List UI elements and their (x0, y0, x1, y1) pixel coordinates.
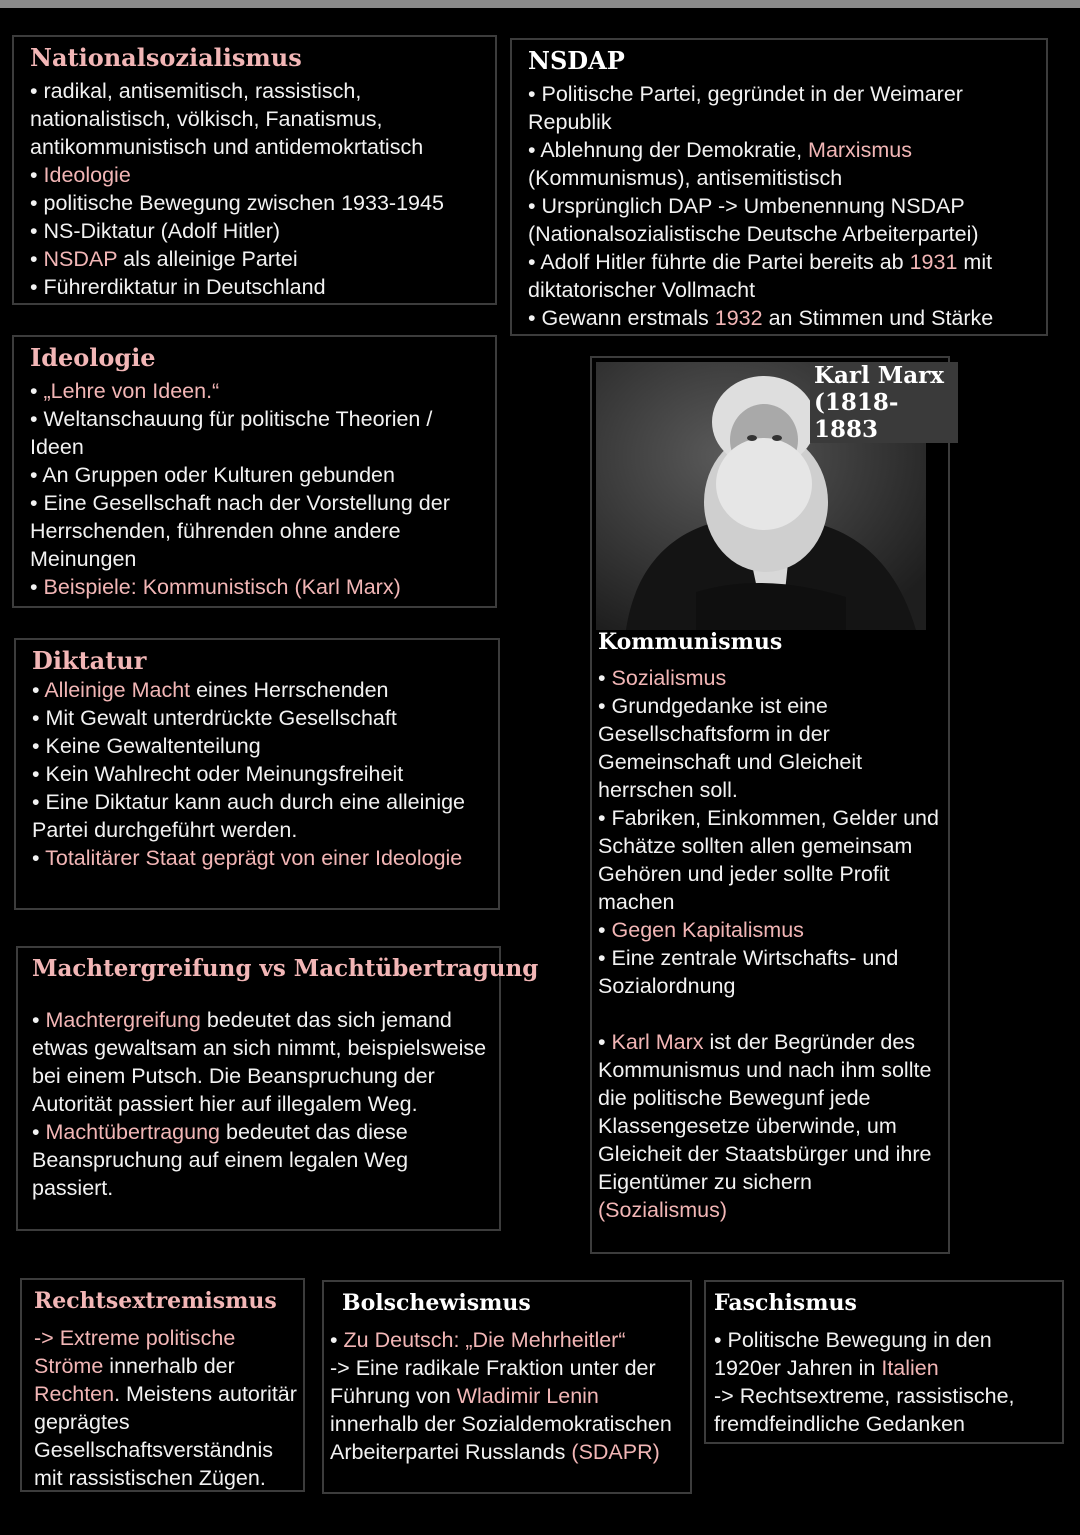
list-item (598, 944, 943, 1000)
kommunismus-title: Kommunismus (598, 629, 783, 655)
text-segment: -> Eine radikale Fraktion unter der Führung von (330, 1356, 656, 1408)
text-segment: • radikal, antisemitisch, rassistisch, nationalistisch, völkisch, Fanatismus, antikommunistisch und antidemokrtatisch (30, 79, 424, 159)
highlight-text: Alleinige Macht (44, 678, 191, 702)
bullet-list (714, 1326, 1058, 1438)
text-segment: bedeutet das sich jemand etwas gewaltsam an sich nimmt, beispielsweise bei einem Putsch. Die Beanspruchung der Autorität passiert hier auf illegalem Weg. (32, 1008, 487, 1116)
text-segment: innerhalb der (103, 1354, 235, 1378)
list-item (32, 676, 488, 704)
highlight-text: (Sozialismus) (598, 1198, 728, 1222)
list-item (30, 217, 485, 245)
text-segment: • (30, 575, 44, 599)
text-segment: (Kommunismus), antisemitistisch (528, 166, 843, 190)
box-nsdap (510, 38, 1048, 336)
karl-marx-portrait (596, 362, 944, 630)
list-item (714, 1382, 1058, 1438)
highlight-text: Beispiele: Kommunistisch (Karl Marx) (43, 575, 401, 599)
box-title: Diktatur (32, 646, 147, 675)
text-segment: eines Herrschenden (190, 678, 389, 702)
text-segment: • (32, 1008, 46, 1032)
text-segment: • Ursprünglich DAP -> Umbenennung NSDAP (Nationalsozialistische Deutsche Arbeiterpartei) (528, 194, 979, 246)
highlight-text: 1932 (714, 306, 763, 330)
highlight-text: Ideologie (43, 163, 131, 187)
text-segment: • Eine Diktatur kann auch durch eine alleinige Partei durchgeführt werden. (32, 790, 466, 842)
list-item (330, 1354, 688, 1466)
text-segment: • Gewann erstmals (528, 306, 715, 330)
list-item (30, 273, 485, 301)
list-item (598, 692, 943, 804)
list-item (32, 1118, 495, 1202)
list-item (528, 80, 1036, 136)
highlight-text: Sozialismus (611, 666, 727, 690)
list-item (30, 161, 485, 189)
text-segment: • (32, 846, 46, 870)
text-segment: • Ablehnung der Demokratie, (528, 138, 809, 162)
box-bolschewismus (322, 1280, 692, 1494)
karl-marx-panel (590, 356, 950, 1254)
list-item (330, 1326, 688, 1354)
list-item (528, 192, 1036, 248)
highlight-text: Marxismus (808, 138, 912, 162)
text-segment: • Grundgedanke ist eine Gesellschaftsform in der Gemeinschaft und Gleicheit herrschen soll. (598, 694, 863, 802)
list-item (598, 916, 943, 944)
box-faschismus (704, 1280, 1064, 1444)
box-ideologie (12, 335, 497, 608)
text-segment: • Politische Partei, gegründet in der Weimarer Republik (528, 82, 963, 134)
list-item (32, 704, 488, 732)
text-segment: • Führerdiktatur in Deutschland (30, 275, 326, 299)
box-title: Bolschewismus (342, 1290, 531, 1316)
text-segment: • Weltanschauung für politische Theorien / Ideen (30, 407, 433, 459)
text-segment: • (32, 1120, 46, 1144)
text-segment: • An Gruppen oder Kulturen gebunden (30, 463, 395, 487)
list-item (32, 844, 488, 872)
list-item (30, 405, 485, 461)
list-item (528, 136, 1036, 192)
list-item (32, 788, 488, 844)
spacer (598, 1000, 943, 1028)
bullet-list (30, 377, 485, 601)
box-title: Nationalsozialismus (30, 43, 302, 72)
text-segment: • Eine Gesellschaft nach der Vorstellung der Herrschenden, führenden ohne andere Meinungen (30, 491, 450, 571)
highlight-text: Zu Deutsch: „Die Mehrheitler“ (343, 1328, 626, 1352)
portrait-caption: Karl Marx (1818-1883 (810, 362, 958, 443)
box-nationalsozialismus (12, 35, 497, 305)
list-item (528, 304, 1036, 332)
list-item (30, 461, 485, 489)
highlight-text: „Lehre von Ideen.“ (43, 379, 220, 403)
text-segment: • NS-Diktatur (Adolf Hitler) (30, 219, 281, 243)
text-segment: • (30, 247, 44, 271)
highlight-text: Italien (881, 1356, 939, 1380)
highlight-text: Machtergreifung (45, 1008, 201, 1032)
list-item (30, 245, 485, 273)
highlight-text: Machtübertragung (45, 1120, 221, 1144)
box-rechtsextremismus (20, 1278, 305, 1492)
list-item (32, 732, 488, 760)
highlight-text: Gegen Kapitalismus (611, 918, 804, 942)
highlight-text: 1931 (909, 250, 958, 274)
highlight-text: Rechten (34, 1382, 115, 1406)
text-segment: • Politische Bewegung in den 1920er Jahren in (714, 1328, 992, 1380)
text-segment: bedeutet das diese Beanspruchung auf einem legalen Weg passiert. (32, 1120, 409, 1200)
text-segment: • Mit Gewalt unterdrückte Gesellschaft (32, 706, 397, 730)
text-segment: • (598, 1030, 612, 1054)
text-segment: als alleinige Partei (117, 247, 298, 271)
list-item (528, 248, 1036, 304)
bullet-list (598, 1028, 943, 1224)
list-item (598, 804, 943, 916)
bullet-list (528, 80, 1036, 332)
highlight-text: (SDAPR) (571, 1440, 660, 1464)
list-item (32, 760, 488, 788)
text-segment: innerhalb der Sozialdemokratischen Arbeiterpartei Russlands (330, 1412, 672, 1464)
text-segment: • Eine zentrale Wirtschafts- und Sozialordnung (598, 946, 899, 998)
list-item (30, 77, 485, 161)
list-item (598, 1028, 943, 1224)
list-item (30, 189, 485, 217)
box-title: Rechtsextremismus (34, 1288, 277, 1314)
kommunismus-section (598, 628, 943, 1224)
bullet-list (32, 676, 488, 872)
text-segment: . Meistens autoritär geprägtes Gesellschaftsverständnis mit rassistischen Zügen. (34, 1382, 297, 1490)
text-segment: • (330, 1328, 344, 1352)
text-segment: • Adolf Hitler führte die Partei bereits ab (528, 250, 910, 274)
top-bar (0, 0, 1080, 8)
box-title: Faschismus (714, 1290, 857, 1316)
text-segment: • (598, 918, 612, 942)
bullet-list (598, 664, 943, 1000)
box-title: NSDAP (528, 46, 625, 75)
text-segment: ist der Begründer des Kommunismus und nach ihm sollte die politische Bewegunf jede Klassengesetze überwinde, um Gleicheit der Staatsbürger und ihre Eigentümer zu sichern (598, 1030, 932, 1194)
highlight-text: Karl Marx (611, 1030, 704, 1054)
bullet-list (30, 77, 485, 301)
bullet-list (32, 1006, 495, 1202)
box-diktatur (14, 638, 500, 910)
text-segment: • (30, 163, 44, 187)
bullet-list (34, 1324, 299, 1492)
list-item (30, 573, 485, 601)
highlight-text: NSDAP (43, 247, 118, 271)
box-title: Machtergreifung vs Machtübertragung (32, 955, 539, 982)
text-segment: • (30, 379, 44, 403)
text-segment: • (598, 666, 612, 690)
list-item (714, 1326, 1058, 1382)
bullet-list (330, 1326, 688, 1466)
list-item (30, 377, 485, 405)
text-segment: -> Rechtsextreme, rassistische, fremdfeindliche Gedanken (714, 1384, 1015, 1436)
list-item (34, 1324, 299, 1492)
list-item (598, 664, 943, 692)
text-segment: • (32, 678, 45, 702)
box-machtergreifung (16, 946, 539, 1231)
text-segment: • politische Bewegung zwischen 1933-1945 (30, 191, 444, 215)
text-segment: mit diktatorischer Vollmacht (528, 250, 993, 302)
text-segment: • Kein Wahlrecht oder Meinungsfreiheit (32, 762, 404, 786)
highlight-text: Totalitärer Staat geprägt von einer Ideologie (45, 846, 463, 870)
text-segment: an Stimmen und Stärke (762, 306, 994, 330)
list-item (30, 489, 485, 573)
highlight-text: -> Extreme politische Ströme (34, 1326, 236, 1378)
box-title: Ideologie (30, 343, 156, 372)
text-segment: • Keine Gewaltenteilung (32, 734, 261, 758)
list-item (32, 1006, 495, 1118)
highlight-text: Wladimir Lenin (456, 1384, 599, 1408)
text-segment: • Fabriken, Einkommen, Gelder und Schätze sollten allen gemeinsam Gehören und jeder sollte Profit machen (598, 806, 939, 914)
